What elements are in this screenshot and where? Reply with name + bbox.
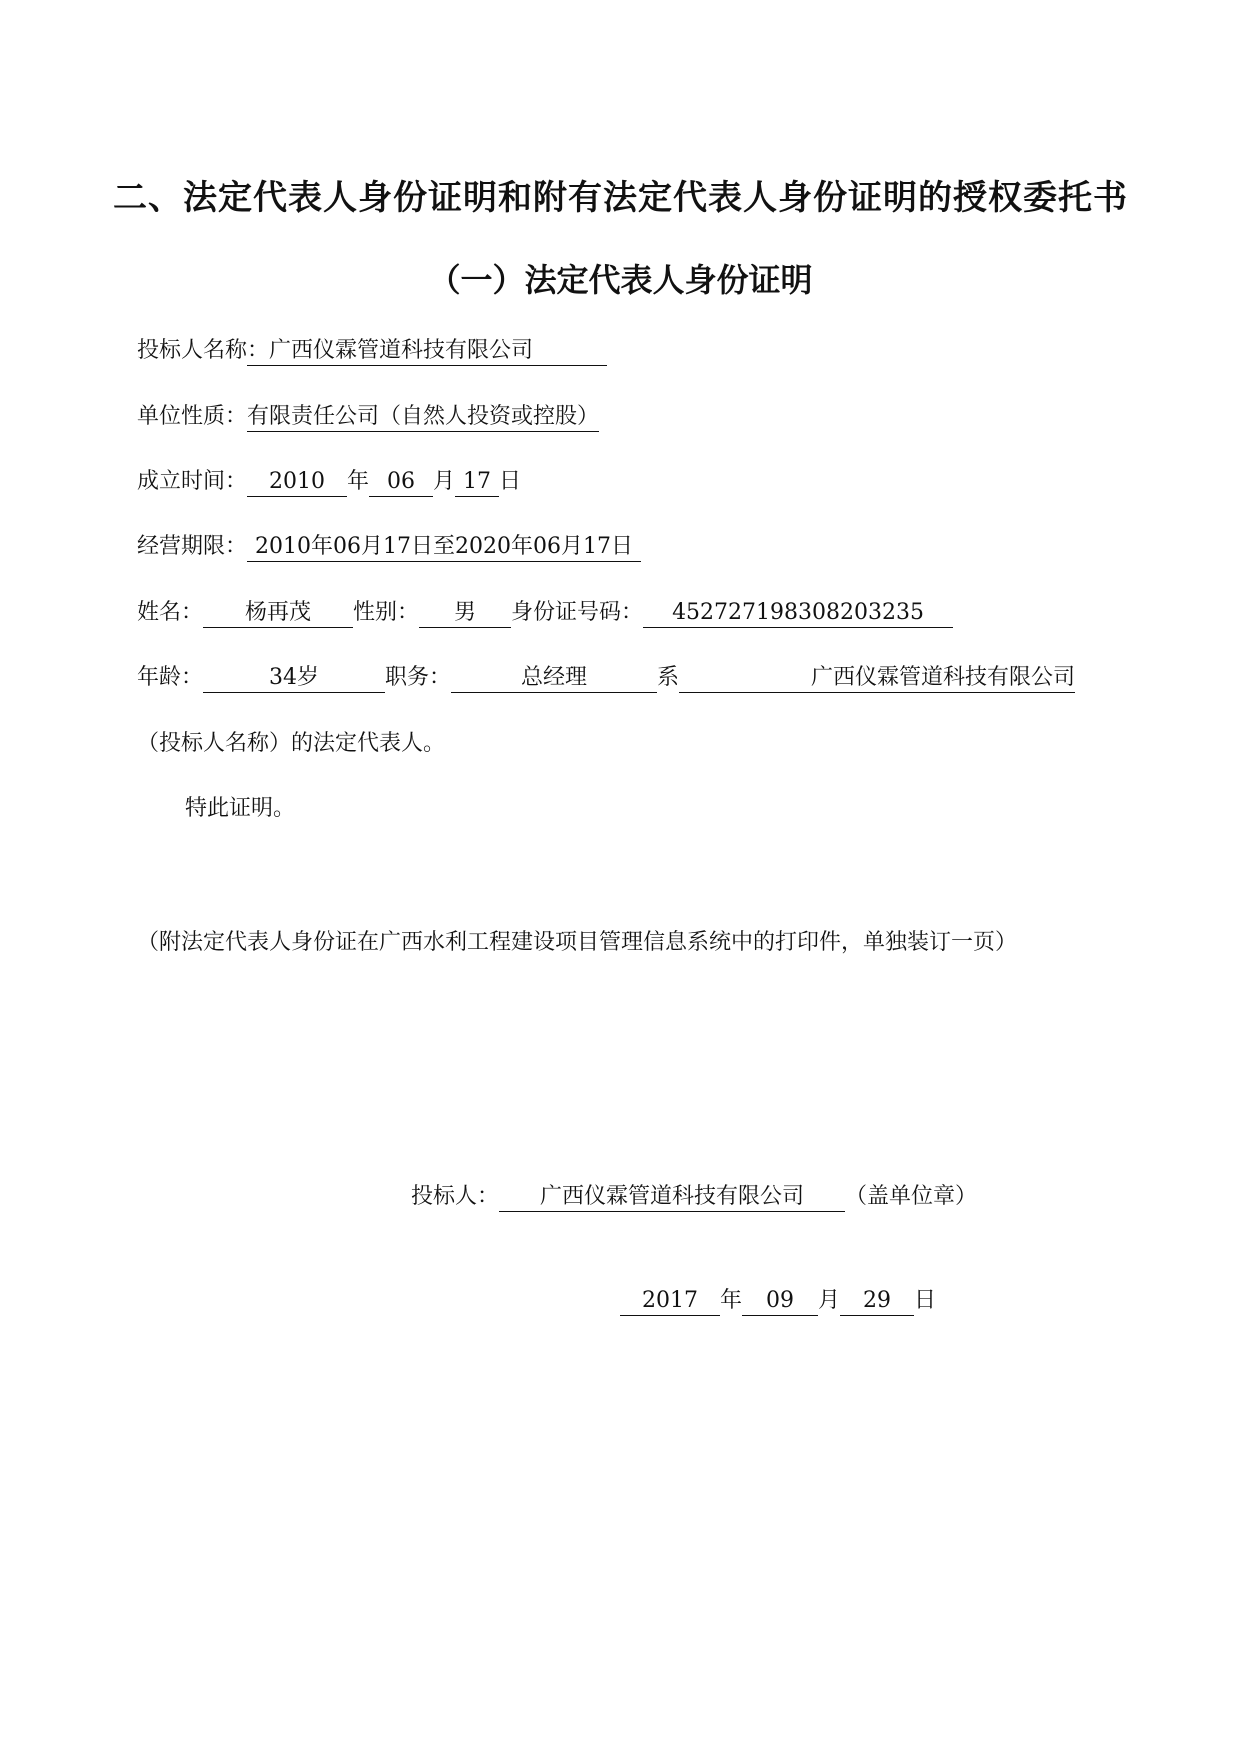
- sign-day-unit: 日: [914, 1288, 937, 1313]
- section-title: （一）法定代表人身份证明: [428, 261, 813, 299]
- business-period-label: 经营期限：: [137, 534, 248, 559]
- id-number-label: 身份证号码：: [511, 600, 644, 625]
- established-label: 成立时间：: [137, 469, 248, 494]
- established-day: 17: [455, 468, 499, 497]
- signature-row: [411, 1182, 977, 1212]
- position-value: 总经理: [451, 664, 657, 693]
- signature-label: 投标人：: [411, 1184, 500, 1209]
- unit-nature-label: 单位性质：: [137, 404, 248, 429]
- name-value: 杨再茂: [203, 599, 353, 628]
- attachment-note: （附法定代表人身份证在广西水利工程建设项目管理信息系统中的打印件，单独装订一页）: [137, 930, 1018, 955]
- established-year: 2010: [247, 468, 347, 497]
- established-month-unit: 月: [433, 469, 456, 494]
- unit-nature-row: [137, 402, 599, 432]
- name-label: 姓名：: [137, 600, 204, 625]
- business-period-row: [137, 532, 641, 562]
- established-date-row: [137, 467, 521, 497]
- position-label: 职务：: [385, 665, 452, 690]
- bidder-name-colon: ：: [247, 338, 270, 363]
- sign-date-row: [620, 1286, 936, 1316]
- role-row: [137, 663, 1075, 693]
- age-label: 年龄：: [137, 665, 204, 690]
- established-day-unit: 日: [499, 469, 522, 494]
- document-title: 二、法定代表人身份证明和附有法定代表人身份证明的授权委托书: [113, 178, 1128, 218]
- age-value: 34岁: [203, 664, 385, 693]
- id-number-value: 452727198308203235: [643, 599, 953, 628]
- sign-year: 2017: [620, 1287, 720, 1316]
- unit-nature-value: 有限责任公司（自然人投资或控股）: [247, 403, 599, 432]
- gender-label: 性别：: [353, 600, 420, 625]
- signature-company: 广西仪霖管道科技有限公司: [499, 1183, 845, 1212]
- bidder-name-field: [247, 337, 607, 366]
- bidder-name-value: 广西仪霖管道科技有限公司: [269, 338, 534, 363]
- bidder-name-label: 投标人名称: [137, 338, 248, 363]
- sign-day: 29: [840, 1287, 914, 1316]
- sign-month: 09: [742, 1287, 818, 1316]
- established-month: 06: [369, 468, 433, 497]
- bidder-name-row: [137, 336, 607, 366]
- certify-text: 特此证明。: [185, 796, 296, 821]
- business-period-value: 2010年06月17日至2020年06月17日: [247, 533, 641, 562]
- role-company-value: 广西仪霖管道科技有限公司: [679, 664, 1075, 693]
- of-label: 系: [657, 665, 680, 690]
- established-year-unit: 年: [347, 469, 370, 494]
- seal-note: （盖单位章）: [845, 1184, 978, 1209]
- gender-value: 男: [419, 599, 511, 628]
- role-tail-text: （投标人名称）的法定代表人。: [137, 731, 446, 756]
- person-info-row: [137, 598, 953, 628]
- sign-year-unit: 年: [720, 1288, 743, 1313]
- sign-month-unit: 月: [818, 1288, 841, 1313]
